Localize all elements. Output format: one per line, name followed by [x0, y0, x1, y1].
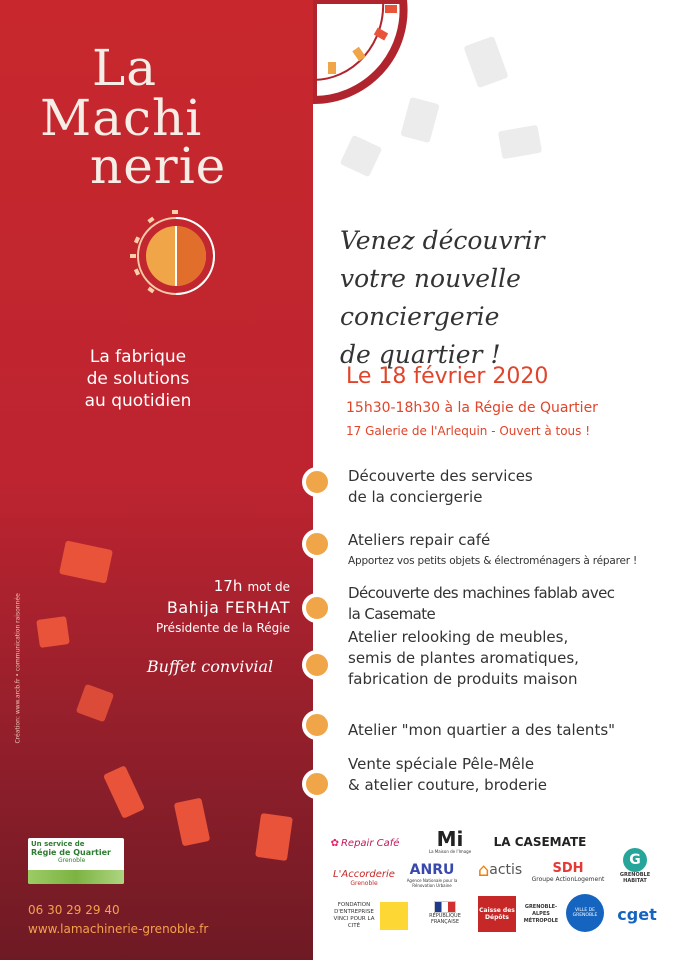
- tagline-line-1: La fabrique: [89, 347, 187, 367]
- event-date: Le 18 février 2020: [346, 364, 549, 389]
- decor-tile: [103, 765, 145, 819]
- program-item-line1: Découverte des machines fablab avec: [348, 584, 615, 602]
- program-bullet: [302, 769, 332, 799]
- speaker-role: Présidente de la Régie: [155, 621, 290, 635]
- program-bullet: [302, 529, 332, 559]
- program-item: [348, 627, 668, 690]
- partner-sub: Grenoble: [350, 880, 378, 887]
- brand-title: [92, 39, 158, 97]
- partner-sub: Agence Nationale pour la Rénovation Urbaine: [406, 878, 458, 888]
- program-item-line1: Ateliers repair café: [348, 531, 491, 549]
- headline: [340, 222, 670, 374]
- partner-logo-grenoble-habitat: [612, 844, 658, 888]
- partner-logo-vinci: [330, 896, 410, 936]
- partner-logo-casemate: LA CASEMATE: [493, 835, 587, 849]
- contact-phone: 06 30 29 29 40: [28, 903, 120, 917]
- brand-title-line2: Machi: [40, 89, 203, 147]
- program-item: [348, 754, 668, 796]
- decor-tile: [76, 684, 114, 722]
- program-item-line1: Découverte des services: [348, 467, 533, 485]
- program-bullet: [302, 593, 332, 623]
- headline-line-1: Venez découvrir: [340, 226, 545, 255]
- partner-name: GRENOBLE-ALPES MÉTROPOLE: [523, 903, 559, 924]
- partner-name: FONDATION D'ENTREPRISE VINCI POUR LA CITÉ: [333, 902, 375, 929]
- partner-sub: Groupe ActionLogement: [531, 876, 605, 883]
- event-time-place: 15h30-18h30 à la Régie de Quartier: [346, 400, 598, 416]
- decor-tile: [255, 813, 293, 861]
- partner-sub: La Maison de l'Image: [428, 848, 472, 854]
- event-address: 17 Galerie de l'Arlequin - Ouvert à tous !: [346, 424, 591, 438]
- headline-line-2: votre nouvelle conciergerie: [340, 264, 521, 331]
- speaker-name: Bahija FERHAT: [166, 598, 290, 617]
- decor-tile-grey: [498, 125, 542, 160]
- program-item: [348, 530, 668, 572]
- speaker-time-suffix: mot de: [247, 580, 290, 594]
- speaker-time: 17h: [213, 577, 243, 595]
- contact-website[interactable]: www.lamachinerie-grenoble.fr: [28, 922, 209, 936]
- marianne-flag-icon: [434, 901, 456, 913]
- brand-line-1: La: [92, 39, 158, 97]
- partner-name: SDH: [552, 861, 584, 876]
- partner-name: actis: [489, 862, 523, 878]
- partner-name: RÉPUBLIQUE FRANÇAISE: [429, 913, 461, 925]
- program-item: [348, 466, 668, 508]
- headline-line-3: de quartier !: [340, 340, 501, 369]
- partner-name: L'Accorderie: [333, 869, 395, 880]
- regie-logo-line3: Grenoble: [58, 857, 86, 864]
- partner-name: VILLE DE GRENOBLE: [572, 908, 598, 918]
- partner-logo-sdh: [530, 855, 606, 889]
- partner-logo-anru: [400, 858, 464, 892]
- regie-logo-line1: Un service de: [31, 840, 85, 848]
- buffet-text: Buffet convivial: [146, 657, 274, 676]
- vinci-square-icon: [380, 902, 408, 930]
- partner-name: Caisse des Dépôts: [479, 907, 515, 921]
- partner-name: Mi: [436, 826, 464, 851]
- regie-logo-line2: Régie de Quartier: [31, 848, 111, 857]
- program-item-line1: Atelier "mon quartier a des talents": [348, 721, 616, 739]
- partner-name: GRENOBLE HABITAT: [619, 872, 651, 884]
- partner-name: ANRU: [409, 862, 455, 878]
- brand-title-line3: nerie: [90, 137, 227, 195]
- program-item-line1: Vente spéciale Pêle-Mêle: [348, 755, 535, 773]
- partner-logo-repair-cafe: [330, 832, 400, 854]
- decor-tile: [36, 616, 70, 648]
- speaker-block: [100, 576, 290, 676]
- partner-logo-actis: [470, 852, 530, 888]
- credit-text: Création: www.arcb.fr • communication raisonnée: [14, 593, 22, 744]
- partner-logo-metropole: [520, 896, 562, 932]
- sun-graphic-top: [313, 0, 423, 110]
- program-bullet: [302, 710, 332, 740]
- program-item-line1: Atelier relooking de meubles,: [348, 628, 569, 646]
- partner-logo-caisse: [478, 896, 516, 932]
- regie-logo: [28, 838, 124, 884]
- partner-logo-accorderie: [328, 864, 400, 892]
- program-item-line2: & atelier couture, broderie: [348, 776, 548, 794]
- partner-name: Repair Café: [340, 837, 400, 849]
- actis-house-icon: ⌂: [477, 859, 490, 881]
- partner-name: cget: [617, 904, 657, 924]
- program-bullet: [302, 650, 332, 680]
- decor-tile: [174, 798, 211, 847]
- grenoble-habitat-g-icon: G: [623, 848, 647, 872]
- partner-logo-ville: [566, 894, 604, 932]
- decor-tile-grey: [340, 135, 383, 178]
- program-item-sub: Apportez vos petits objets & électroménagers à réparer !: [348, 555, 638, 567]
- regie-logo-buildings: [28, 870, 124, 884]
- tagline-line-3: au quotidien: [84, 391, 192, 411]
- tagline-line-2: de solutions: [86, 369, 190, 389]
- program-bullet: [302, 467, 332, 497]
- partner-logo-republique: [418, 896, 472, 930]
- sun-emblem-icon: [128, 208, 224, 304]
- program-item-line3: fabrication de produits maison: [348, 670, 578, 688]
- decor-tile-grey: [463, 36, 508, 88]
- tagline: [28, 346, 248, 412]
- program-item: [348, 720, 668, 741]
- program-item: [348, 583, 668, 625]
- program-item-line2: semis de plantes aromatiques,: [348, 649, 579, 667]
- program-item-line2: de la conciergerie: [348, 488, 483, 506]
- partner-logo-mi: [428, 826, 472, 856]
- repair-cafe-gear-icon: ✿: [330, 837, 339, 849]
- program-item-line2: la Casemate: [348, 605, 436, 623]
- partner-logo-cget: [614, 896, 660, 932]
